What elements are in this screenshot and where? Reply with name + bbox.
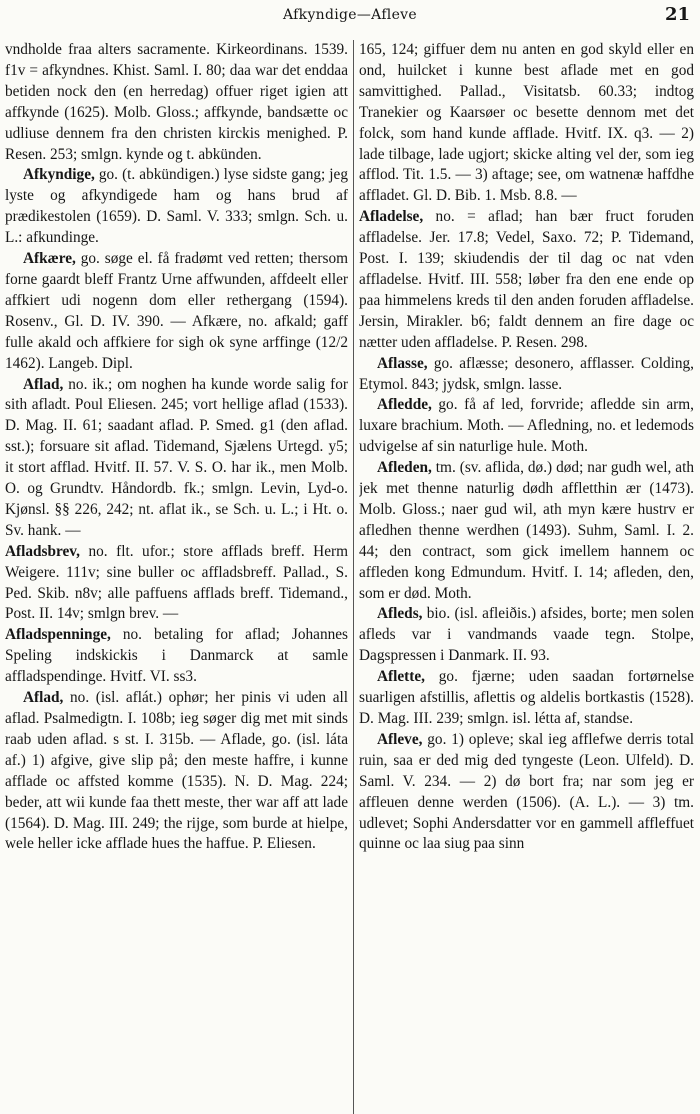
entry-text: no. ik.; om noghen ha kunde worde salig for sith afladt. Poul Eliesen. 245; vort hellige aflad (1533). D. Mag. II. 61; saadant aflad. P. Smed. g1 (den aflad. sst.); forsuare sit aflad. Tidemand, Sjælens Urtegd. y5; it stort afflad. Hvitf. II. 57. V. S. O. har ik., men Molb. O. og Grundtv. Håndordb. fk.; smlgn. Levin, Lyd-o. Kjønsl. §§ 226, 242; nt. aflat ik., se Sch. u. L.; i Ht. o. Sv. hank. —	[5, 375, 348, 539]
dictionary-entry	[359, 207, 694, 353]
entry-headword: Afladelse,	[359, 208, 424, 226]
entry-text: go. aflæsse; desonero, afflasser. Colding, Etymol. 843; jydsk, smlgn. lasse.	[359, 354, 694, 393]
entry-text: go. få af led, forvride; afledde sin arm, luxare brachium. Moth. — Afledning, no. et ledemods udvigelse af sin naturlige hule. Moth.	[359, 396, 694, 456]
entry-text: go. 1) opleve; skal ieg afflefwe derris total ruin, saa er ded mig ded tyngeste (Leon. Ulfeld). D. Saml. V. 234. — 2) dø bort fra; nar som jeg er affleuen denne werden (1506). (A. L.). — 3) tm. udlevet; Sophi Andersdatter vor en gammell affleffuet quinne oc laa siug paa sinn	[359, 730, 694, 853]
dictionary-entry	[359, 667, 694, 730]
dictionary-entry	[359, 458, 694, 604]
entry-headword: Afladsbrev,	[5, 542, 80, 560]
entry-text: go. (t. abkündigen.) lyse sidste gang; jeg lyste og afkyndigede ham og hans brud af prædikestolen (1659). D. Saml. V. 333; smlgn. Sch. u. L.: afkundinge.	[5, 166, 348, 247]
running-head: Afkyndige—Afleve	[283, 7, 417, 23]
entry-text: go. søge el. få fradømt ved retten; thersom forne gaardt bleff Frantz Urne affwunden, affdeelt eller affkiert udi nogenn dom eller rethergang (1594). Rosenv., Gl. D. IV. 390. — Afkære, no. afkald; gaff fulle akald och affkiere for sigh ok syne arffinge (12/2 1462). Langeb. Dipl.	[5, 250, 348, 372]
dictionary-entry	[359, 395, 694, 458]
entry-headword: Aflad,	[23, 689, 64, 707]
entry-text: tm. (sv. aflida, dø.) død; nar gudh wel, ath jek met thenne naturlig dødh affletthin ær (1473). Molb. Gloss.; naer gud wil, ath myn kære hustrv er afledhen thenne werdhen (1493). Suhm, Saml. I. 2. 44; den contract, som gick imellem hannem oc affleden kong Edmundum. Hvitf. I. 14; afleden, den, som er død. Moth.	[359, 459, 694, 602]
entry-text: no. (isl. aflát.) ophør; her pinis vi uden all aflad. Psalmedigtn. I. 108b; ieg søger dig met mit sinds raab uden aflad. s st. I. 315b. — Aflade, go. (isl. láta af.) 1) afgive, give slip på; den meste haffre, i kunne afflade oc affsted komme (1535). N. D. Mag. 224; beder, att wii kunde faa thett meste, ther war aff att lade (1564). D. Mag. III. 249; the rijge, som burde at hielpe, wele heller icke afflade hues the haffue. P. Eliesen.	[5, 689, 348, 853]
right-column	[359, 40, 694, 1114]
entry-headword: Afleds,	[377, 605, 423, 623]
dictionary-entry	[5, 375, 348, 542]
entry-text: no. = aflad; han bær fruct foruden affladelse. Jer. 17.8; Vedel, Saxo. 72; P. Tidemand, Post. I. 139; skiudendis der til dag oc nat vden affladelse. Hvitf. III. 558; løber fra den ene ende op paa himmelens kreds til den anden foruden affladelse. Jersin, Mirakler. b6; faldt dennem an fire dage oc nætter uden affladelse. P. Resen. 298.	[359, 208, 694, 351]
entry-headword: Afleve,	[377, 730, 423, 748]
dictionary-entry	[359, 604, 694, 667]
dictionary-entry	[5, 542, 348, 626]
entry-headword: Afladspenninge,	[5, 626, 111, 644]
page-number: 21	[664, 4, 690, 25]
entry-headword: Aflette,	[377, 668, 425, 686]
left-column	[5, 40, 348, 1114]
dictionary-entry	[359, 354, 694, 396]
entry-text: no. betaling for aflad; Johannes Speling indskickis i Danmarck at samle affladspendinge. Hvitf. VI. ss3.	[5, 626, 348, 686]
dictionary-entry	[5, 625, 348, 688]
entry-text: bio. (isl. afleiðis.) afsides, borte; men solen afleds var i vandmands vaade tegn. Stolpe, Dagspressen i Danmark. II. 93.	[359, 605, 694, 665]
dictionary-entry	[359, 730, 694, 855]
dictionary-entry	[5, 165, 348, 249]
entry-headword: Afkyndige,	[23, 166, 95, 184]
dictionary-entry	[5, 40, 348, 165]
column-divider	[353, 40, 354, 1114]
dictionary-entry	[5, 249, 348, 374]
entry-text: 165, 124; giffuer dem nu anten en god skyld eller en ond, huilcket i kunne best aflade met en god samvittighed. Pallad., Visitatsb. 60.33; indtog Tranekier og Kaarsøer oc besette dennom met det folck, som hand kunde afflade. Hvitf. IX. q3. — 2) lade tilbage, lade ugjort; skicke alting vel der, som ieg afflod. Tit. 1.5. — 3) aftage; see, om watnenæ haffdhe affladet. Gl. D. Bib. 1. Msb. 8.8. —	[359, 41, 694, 205]
entry-text: vndholde fraa alters sacramente. Kirkeordinans. 1539. f1v = afkyndnes. Khist. Saml. I. 80; daa war det enddaa betiden nock den (en herredag) offuer riget igien att affkynde (1625). Molb. Gloss.; affkynde, bandsætte oc udliuse dennem fra den christen kirckis menighed. P. Resen. 253; smlgn. kynde og t. abkünden.	[5, 41, 348, 163]
dictionary-entry	[5, 688, 348, 855]
entry-headword: Afkære,	[23, 250, 76, 268]
dictionary-entry	[359, 40, 694, 207]
entry-headword: Aflasse,	[377, 354, 428, 372]
entry-headword: Afleden,	[377, 459, 432, 477]
entry-headword: Aflad,	[23, 375, 64, 393]
page-header	[0, 0, 700, 40]
entry-headword: Afledde,	[377, 396, 432, 414]
entry-text: go. fjærne; uden saadan fortørnelse suarligen afstillis, aflettis og aldelis bortkastis (1528). D. Mag. III. 239; smlgn. isl. létta af, standse.	[359, 668, 694, 727]
entry-text: no. flt. ufor.; store afflads breff. Herm Weigere. 111v; sine buller oc affladsbreff. Pallad., S. Ped. Skib. n8v; alle paffuens afflads breff. Tidemand., Post. II. 14v; smlgn brev. —	[5, 542, 348, 623]
